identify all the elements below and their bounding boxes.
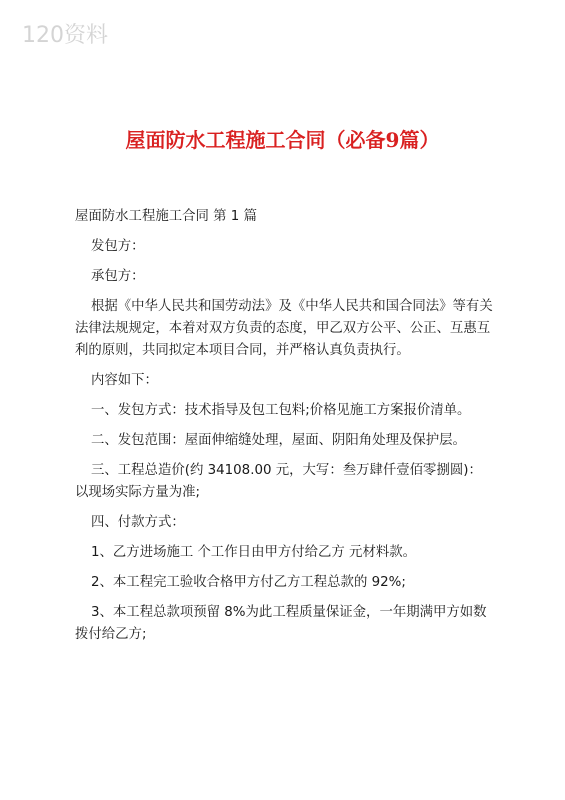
clause-4-heading: 四、付款方式： <box>91 515 185 530</box>
document-title: 屋面防水工程施工合同（必备9篇） <box>125 128 440 152</box>
section-heading: 屋面防水工程施工合同 第 1 篇 <box>75 209 257 224</box>
document-body <box>75 206 495 654</box>
content-intro: 内容如下： <box>91 373 158 388</box>
clause-3: 三、工程总造价(约 34108.00 元，大写：叁万肆仟壹佰零捌圆)：以现场实际方量为准; <box>75 463 482 500</box>
payment-item-2: 2、本工程完工验收合格甲方付乙方工程总款的 92%; <box>91 575 406 590</box>
payment-item-1: 1、乙方进场施工 个工作日由甲方付给乙方 元材料款。 <box>91 545 417 560</box>
watermark: 120资料 <box>22 23 108 48</box>
payment-item-3: 3、本工程总款项预留 8%为此工程质量保证金，一年期满甲方如数拨付给乙方; <box>75 605 487 642</box>
clause-1: 一、发包方式：技术指导及包工包料;价格见施工方案报价清单。 <box>91 403 471 418</box>
party-b-line: 承包方： <box>91 269 145 284</box>
clause-2: 二、发包范围：屋面伸缩缝处理，屋面、阴阳角处理及保护层。 <box>91 433 466 448</box>
party-a-line: 发包方： <box>91 239 145 254</box>
preamble-paragraph: 根据《中华人民共和国劳动法》及《中华人民共和国合同法》等有关法律法规规定，本着对双方负责的态度，甲乙双方公平、公正、互惠互利的原则，共同拟定本项目合同，并严格认真负责执行。 <box>75 299 493 358</box>
